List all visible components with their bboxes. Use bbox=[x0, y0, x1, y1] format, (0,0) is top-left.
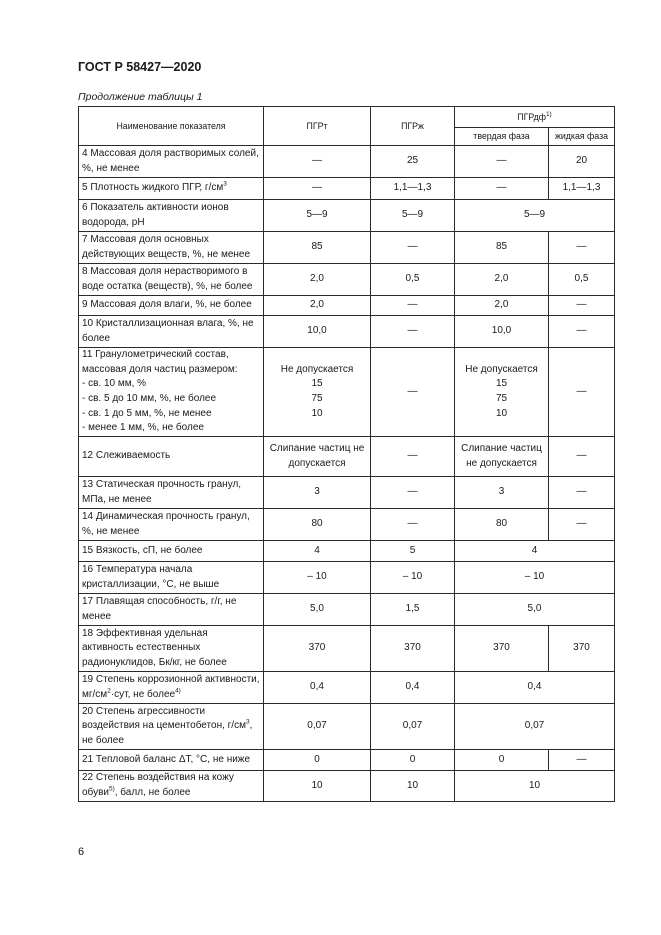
row-name: 12 Слеживаемость bbox=[79, 437, 264, 477]
sub-item-name: - менее 1 мм, %, не более bbox=[82, 422, 204, 434]
table-row bbox=[79, 316, 615, 348]
cell-pgrt: 85 bbox=[264, 232, 371, 264]
cell-pgrt: – 10 bbox=[264, 562, 371, 594]
col-header-name: Наименование показателя bbox=[79, 107, 264, 146]
row-name: 9 Массовая доля влаги, %, не более bbox=[79, 296, 264, 316]
cell-solid: 3 bbox=[455, 477, 549, 509]
cell-solid: 2,0 bbox=[455, 264, 549, 296]
cell-solid: — bbox=[455, 146, 549, 178]
sub-item-name: - св. 10 мм, % bbox=[82, 378, 147, 390]
cell-solid: 370 bbox=[455, 626, 549, 672]
row-name-tail: , не более bbox=[82, 720, 253, 746]
cell-pgrt: 2,0 bbox=[264, 264, 371, 296]
cell-liquid: 0,5 bbox=[549, 264, 615, 296]
cell-liquid: 370 bbox=[549, 626, 615, 672]
cell-solid: 2,0 bbox=[455, 296, 549, 316]
cell-pgrt bbox=[264, 348, 371, 437]
cell-pgrt: 10 bbox=[264, 771, 371, 802]
row-name-tail: , балл, не более bbox=[114, 787, 191, 798]
row-name: 14 Динамическая прочность гранул, %, не менее bbox=[79, 509, 264, 541]
cell-solid bbox=[455, 348, 549, 437]
sub-value: 15 bbox=[495, 378, 508, 390]
table-row bbox=[79, 704, 615, 750]
cell-pgrdf: 0,4 bbox=[455, 672, 615, 704]
cell-pgrdf: 5—9 bbox=[455, 200, 615, 232]
cell-pgrt: 5,0 bbox=[264, 594, 371, 626]
row-name: 13 Статическая прочность гранул, МПа, не менее bbox=[79, 477, 264, 509]
col-header-solid: твердая фаза bbox=[455, 128, 549, 146]
cell-pgrdf: 5,0 bbox=[455, 594, 615, 626]
cell-solid: 85 bbox=[455, 232, 549, 264]
table-row bbox=[79, 264, 615, 296]
cell-pgrzh: — bbox=[371, 296, 455, 316]
cell-liquid: 20 bbox=[549, 146, 615, 178]
table-row bbox=[79, 348, 615, 437]
row-name: 16 Температура начала кристаллизации, °С, не выше bbox=[79, 562, 264, 594]
cell-solid: Слипание частиц не допускается bbox=[455, 437, 549, 477]
cell-liquid: 1,1—1,3 bbox=[549, 178, 615, 200]
document-header: ГОСТ Р 58427—2020 bbox=[78, 60, 202, 74]
table-row bbox=[79, 750, 615, 771]
table-row bbox=[79, 509, 615, 541]
cell-pgrt: 0,07 bbox=[264, 704, 371, 750]
sub-value: 10 bbox=[311, 407, 323, 419]
cell-liquid: — bbox=[549, 750, 615, 771]
cell-pgrt: Слипание частиц не допускается bbox=[264, 437, 371, 477]
sub-value: 10 bbox=[495, 407, 508, 419]
cell-solid: 0 bbox=[455, 750, 549, 771]
table-row bbox=[79, 477, 615, 509]
cell-pgrzh: 0 bbox=[371, 750, 455, 771]
cell-solid: — bbox=[455, 178, 549, 200]
cell-pgrzh: — bbox=[371, 232, 455, 264]
cell-pgrt: — bbox=[264, 146, 371, 178]
cell-pgrt: 2,0 bbox=[264, 296, 371, 316]
row-name: 10 Кристаллизационная влага, %, не более bbox=[79, 316, 264, 348]
cell-solid: 80 bbox=[455, 509, 549, 541]
unit-superscript: 2 bbox=[107, 687, 111, 695]
cell-pgrzh bbox=[371, 348, 455, 437]
cell-liquid bbox=[549, 348, 615, 437]
row-name-text: 11 Гранулометрический состав, массовая доля частиц размером: bbox=[82, 349, 238, 375]
row-name-text: 19 Степень коррозионной активности, мг/см bbox=[82, 673, 260, 700]
row-name: 8 Массовая доля нерастворимого в воде остатка (веществ), %, не более bbox=[79, 264, 264, 296]
cell-liquid: — bbox=[549, 477, 615, 509]
col-header-pgrdf bbox=[455, 107, 615, 128]
table-row bbox=[79, 562, 615, 594]
sub-value: 15 bbox=[311, 378, 323, 390]
cell-pgrt: 370 bbox=[264, 626, 371, 672]
sub-value: 75 bbox=[495, 393, 508, 404]
cell-pgrzh: — bbox=[371, 477, 455, 509]
cell-pgrdf: 10 bbox=[455, 771, 615, 802]
footnote-mark: 1) bbox=[545, 110, 552, 118]
cell-pgrzh: — bbox=[371, 316, 455, 348]
cell-pgrzh: 10 bbox=[371, 771, 455, 802]
cell-liquid: — bbox=[549, 316, 615, 348]
cell-pgrdf: 4 bbox=[455, 541, 615, 562]
row-name bbox=[79, 704, 264, 750]
cell-pgrt: 80 bbox=[264, 509, 371, 541]
cell-pgrdf: 0,07 bbox=[455, 704, 615, 750]
cell-pgrt: 0 bbox=[264, 750, 371, 771]
cell-liquid: — bbox=[549, 509, 615, 541]
row-name: 6 Показатель активности ионов водорода, pH bbox=[79, 200, 264, 232]
table-row bbox=[79, 146, 615, 178]
table-caption: Продолжение таблицы 1 bbox=[78, 91, 203, 103]
col-header-pgrt: ПГРт bbox=[264, 107, 371, 146]
row-name-text: 20 Степень агрессивности воздействия на цементобетон, г/см bbox=[82, 705, 246, 732]
cell-pgrt: 10,0 bbox=[264, 316, 371, 348]
indicators-table bbox=[78, 106, 615, 802]
cell-pgrzh: 370 bbox=[371, 626, 455, 672]
table-row bbox=[79, 771, 615, 802]
footnote-mark: 5) bbox=[108, 785, 115, 793]
cell-pgrt: — bbox=[264, 178, 371, 200]
row-name: 17 Плавящая способность, г/г, не менее bbox=[79, 594, 264, 626]
sub-value: Не допускается bbox=[280, 363, 354, 375]
cell-pgrt: 5—9 bbox=[264, 200, 371, 232]
row-name: 21 Тепловой баланс ΔТ, °С, не ниже bbox=[79, 750, 264, 771]
col-header-pgrzh: ПГРж bbox=[371, 107, 455, 146]
col-header-liquid: жидкая фаза bbox=[549, 128, 615, 146]
cell-pgrt: 3 bbox=[264, 477, 371, 509]
cell-pgrzh: 5 bbox=[371, 541, 455, 562]
row-name: 18 Эффективная удельная активность естественных радионуклидов, Бк/кг, не более bbox=[79, 626, 264, 672]
table-row bbox=[79, 178, 615, 200]
table-row bbox=[79, 541, 615, 562]
cell-liquid: — bbox=[549, 232, 615, 264]
row-name: 15 Вязкость, сП, не более bbox=[79, 541, 264, 562]
sub-item-name: - св. 5 до 10 мм, %, не более bbox=[82, 393, 217, 404]
cell-pgrzh: 5—9 bbox=[371, 200, 455, 232]
row-name: 4 Массовая доля растворимых солей, %, не менее bbox=[79, 146, 264, 178]
cell-pgrzh: — bbox=[371, 509, 455, 541]
row-name bbox=[79, 672, 264, 704]
col-header-pgrdf-label: ПГРдф bbox=[517, 111, 546, 122]
sub-item-name: - св. 1 до 5 мм, %, не менее bbox=[82, 407, 212, 419]
page-number: 6 bbox=[78, 846, 85, 858]
row-name bbox=[79, 178, 264, 200]
table-row bbox=[79, 437, 615, 477]
cell-pgrt: 0,4 bbox=[264, 672, 371, 704]
cell-pgrzh: 1,1—1,3 bbox=[371, 178, 455, 200]
cell-solid: 10,0 bbox=[455, 316, 549, 348]
cell-pgrt: 4 bbox=[264, 541, 371, 562]
sub-value: 75 bbox=[311, 393, 323, 404]
footnote-mark: 4) bbox=[175, 687, 181, 695]
sub-value: Не допускается bbox=[465, 363, 538, 375]
table-row bbox=[79, 200, 615, 232]
cell-pgrzh: 0,5 bbox=[371, 264, 455, 296]
cell-pgrzh: 0,07 bbox=[371, 704, 455, 750]
table-row bbox=[79, 626, 615, 672]
table-row bbox=[79, 296, 615, 316]
row-name-tail: ·сут, не более bbox=[110, 688, 176, 700]
cell-liquid: — bbox=[549, 296, 615, 316]
table-row bbox=[79, 672, 615, 704]
row-name-text: 5 Плотность жидкого ПГР, г/см bbox=[82, 182, 224, 194]
cell-pgrzh: 25 bbox=[371, 146, 455, 178]
row-name bbox=[79, 348, 264, 437]
cell-pgrzh: 1,5 bbox=[371, 594, 455, 626]
unit-superscript: 3 bbox=[223, 180, 227, 188]
sub-value: — bbox=[407, 385, 418, 397]
cell-liquid: — bbox=[549, 437, 615, 477]
table-row bbox=[79, 232, 615, 264]
cell-pgrzh: — bbox=[371, 437, 455, 477]
table-row bbox=[79, 594, 615, 626]
row-name bbox=[79, 771, 264, 802]
cell-pgrdf: – 10 bbox=[455, 562, 615, 594]
row-name: 7 Массовая доля основных действующих веществ, %, не менее bbox=[79, 232, 264, 264]
unit-superscript: 3 bbox=[245, 718, 250, 726]
sub-value: — bbox=[576, 385, 587, 397]
cell-pgrzh: – 10 bbox=[371, 562, 455, 594]
row-name-text: 22 Степень воздействия на кожу обуви bbox=[82, 772, 234, 798]
cell-pgrzh: 0,4 bbox=[371, 672, 455, 704]
